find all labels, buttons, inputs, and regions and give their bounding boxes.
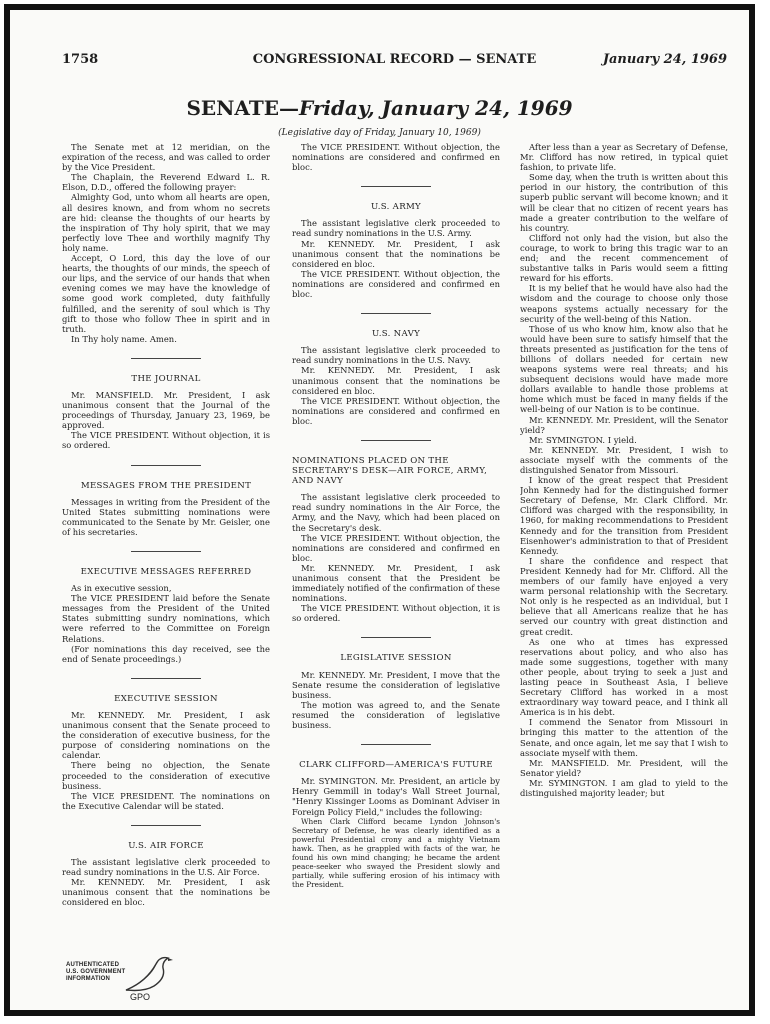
- paragraph: The VICE PRESIDENT. Without objection, the nominations are considered and confirmed en bloc.: [292, 268, 500, 300]
- paragraph: Mr. KENNEDY. Mr. President, I ask unanimous consent that the nominations be considered en bloc.: [292, 365, 500, 396]
- paragraph: Mr. KENNEDY. Mr. President, I ask unanimous consent that the nominations be considered en bloc.: [292, 238, 500, 269]
- section-divider: [131, 678, 201, 679]
- document-page: [10, 10, 749, 1010]
- paragraph: Almighty God, unto whom all hearts are open, all desires known, and from whom no secrets are hid: cleanse the thoughts of our hearts by the inspiration of Thy holy spirit, that we may perfectly love Thee and worthily magnify Thy holy name.: [62, 192, 270, 253]
- paragraph: Mr. KENNEDY. Mr. President, I move that the Senate resume the consideration of legislative business.: [292, 669, 500, 700]
- paragraph: After less than a year as Secretary of Defense, Mr. Clifford has now retired, in typical quiet fashion, to private life.: [520, 142, 728, 173]
- section-heading: EXECUTIVE SESSION: [114, 693, 218, 704]
- paragraph: Mr. SYMINGTON. I am glad to yield to the distinguished majority leader; but: [520, 777, 728, 798]
- paragraph: Clifford not only had the vision, but also the courage, to work to bring this tragic war to an end; and the recent commencement of substantive talks in Paris would seem a fitting reward for his efforts.: [520, 232, 728, 284]
- paragraph: The VICE PRESIDENT. Without objection, it is so ordered.: [62, 430, 270, 451]
- section-divider: [361, 313, 431, 314]
- gpo-authentication-seal: [58, 952, 208, 1010]
- seal-line: AUTHENTICATED: [66, 962, 120, 968]
- paragraph: Mr. MANSFIELD. Mr. President, will the Senator yield?: [520, 757, 728, 778]
- section-heading: CLARK CLIFFORD—AMERICA'S FUTURE: [299, 760, 493, 771]
- section-heading: THE JOURNAL: [131, 373, 201, 384]
- paragraph: Some day, when the truth is written about this period in our history, the contribution of this superb public servant will become known; and it will be clear that no citizen of recent years has made a greater contribution to the welfare of his country.: [520, 172, 728, 233]
- paragraph: Mr. SYMINGTON. Mr. President, an article by Henry Gemmill in today's Wall Street Journal, "Henry Kissinger Looms as Dominant Adviser in Foreign Policy Field," includes the following:: [292, 776, 500, 817]
- paragraph: It is my belief that he would have also had the wisdom and the courage to choose only those weapons systems actually necessary for the security of the well-being of this Nation.: [520, 283, 728, 324]
- running-header: [62, 52, 727, 74]
- column-3: [520, 142, 728, 972]
- section-divider: [361, 440, 431, 441]
- paragraph: The assistant legislative clerk proceeded to read sundry nominations in the U.S. Air Force.: [62, 856, 270, 878]
- paragraph: There being no objection, the Senate proceeded to the consideration of executive business.: [62, 760, 270, 791]
- section-heading: MESSAGES FROM THE PRESIDENT: [80, 480, 252, 491]
- section-heading: U.S. AIR FORCE: [128, 840, 204, 851]
- paragraph: Accept, O Lord, this day the love of our hearts, the thoughts of our minds, the speech of our lips, and the service of our hands that when evening comes we may have the knowledge of some good work completed, duty faithfully fulfilled, and the serenity of soul which is Thy gift to those who follow Thee in spirit and in truth.: [62, 253, 270, 334]
- paragraph: The assistant legislative clerk proceeded to read sundry nominations in the U.S. Army.: [292, 218, 500, 239]
- seal-line: INFORMATION: [66, 976, 111, 982]
- section-divider: [131, 551, 201, 552]
- paragraph: (For nominations this day received, see the end of Senate proceedings.): [62, 643, 270, 664]
- page-number: 1758: [62, 52, 99, 67]
- column-1: [62, 142, 270, 972]
- section-divider: [361, 744, 431, 745]
- gpo-mark: GPO: [130, 992, 151, 1002]
- paragraph: Messages in writing from the President of the United States submitting nominations were communicated to the Senate by Mr. Geisler, one of his secretaries.: [62, 496, 270, 537]
- section-divider: [131, 825, 201, 826]
- paragraph: The VICE PRESIDENT laid before the Senate messages from the President of the United States submitting sundry nominations, which were referred to the Committee on Foreign Relations.: [62, 593, 270, 644]
- paragraph: The assistant legislative clerk proceeded to read sundry nominations in the U.S. Navy.: [292, 345, 500, 366]
- section-heading: U.S. ARMY: [370, 202, 422, 213]
- paragraph: Mr. SYMINGTON. I yield.: [529, 434, 637, 445]
- eagle-icon: [116, 952, 186, 997]
- quoted-excerpt: When Clark Clifford became Lyndon Johnson's Secretary of Defense, he was clearly identified as a powerful Presidential crony and a mighty Vietnam hawk. Then, as he grappled with facts of the war, he found his own mind changing; he became the ardent peace-seeker who swayed the President slowly and partially, while suffering erosion of his intimacy with the President.: [292, 816, 500, 890]
- section-heading: EXECUTIVE MESSAGES REFERRED: [80, 567, 252, 577]
- paragraph: As in executive session,: [71, 583, 172, 594]
- paragraph: Those of us who know him, know also that he would have been sure to satisfy himself that the threats presented as justification for the tens of billions of dollars needed for certain new weapons systems were real threats; and his subsequent decisions would have made more dollars available to handle those problems at home which must be faced in many fields if the well-being of our Nation is to be continue.: [520, 323, 728, 415]
- paragraph: I know of the great respect that President John Kennedy had for the distinguished former Secretary of Defense, Mr. Clark Clifford. Mr. Clifford was charged with the responsibility, in 1960, for making recommendations to President Kennedy and for the transition from President Eisenhower's administration to that of President Kennedy.: [520, 475, 728, 556]
- paragraph: The Chaplain, the Reverend Edward L. R. Elson, D.D., offered the following prayer:: [62, 172, 270, 193]
- paragraph: I commend the Senator from Missouri in bringing this matter to the attention of the Senate, and once again, let me say that I wish to associate myself with them.: [520, 717, 728, 758]
- title-date: Friday, January 24, 1969: [298, 96, 573, 120]
- section-divider: [361, 186, 431, 187]
- paragraph: As one who at times has expressed reservations about policy, and who also has made some suggestions, together with many other people, about trying to seek a just and lasting peace in Southeast Asia, I believe Secretary Clifford has worked in a most extraordinary way toward peace, and I think all America is in his debt.: [520, 636, 728, 718]
- paragraph: The motion was agreed to, and the Senate resumed the consideration of legislative business.: [292, 699, 500, 731]
- paragraph: In Thy holy name. Amen.: [71, 333, 177, 344]
- section-heading: U.S. NAVY: [371, 329, 421, 340]
- paragraph: Mr. MANSFIELD. Mr. President, I ask unanimous consent that the Journal of the proceedings of Thursday, January 23, 1969, be approved.: [62, 389, 270, 431]
- page-title: [10, 96, 749, 120]
- legislative-day: (Legislative day of Friday, January 10, 1969): [278, 128, 481, 138]
- seal-line: U.S. GOVERNMENT: [66, 969, 126, 975]
- title-main: SENATE—: [186, 96, 299, 120]
- paragraph: Mr. KENNEDY. Mr. President, I ask unanimous consent that the Senate proceed to the consideration of executive business, for the purpose of considering nominations on the calendar.: [62, 709, 270, 761]
- paragraph: Mr. KENNEDY. Mr. President, will the Senator yield?: [520, 414, 728, 435]
- section-divider: [361, 637, 431, 638]
- paragraph: The VICE PRESIDENT. Without objection, the nominations are considered and confirmed en bloc.: [292, 395, 500, 426]
- paragraph: The VICE PRESIDENT. Without objection, the nominations are considered and confirmed en bloc.: [292, 532, 500, 563]
- section-heading: LEGISLATIVE SESSION: [340, 653, 452, 664]
- paragraph: I share the confidence and respect that President Kennedy had for Mr. Clifford. All the members of our family have enjoyed a very warm personal relationship with the Secretary. Not only is he respected as an individual, but I believe that all Americans realize that he has served our country with great distinction and great credit.: [520, 555, 728, 637]
- column-2: [292, 142, 500, 972]
- paragraph: Mr. KENNEDY. Mr. President, I ask unanimous consent that the President be immediately notified of the confirmation of these nominations.: [292, 562, 500, 604]
- paragraph: Mr. KENNEDY. Mr. President, I wish to associate myself with the comments of the distinguished Senator from Missouri.: [520, 444, 728, 475]
- section-heading: NOMINATIONS PLACED ON THE SECRETARY'S DESK—AIR FORCE, ARMY, AND NAVY: [292, 455, 488, 487]
- publication-title: CONGRESSIONAL RECORD — SENATE: [252, 52, 537, 67]
- paragraph: The VICE PRESIDENT. Without objection, it is so ordered.: [292, 603, 500, 624]
- paragraph: The assistant legislative clerk proceeded to read sundry nominations in the Air Force, the Army, and the Navy, which had been placed on the Secretary's desk.: [292, 492, 500, 533]
- paragraph: The VICE PRESIDENT. The nominations on the Executive Calendar will be stated.: [62, 790, 270, 811]
- header-date: January 24, 1969: [602, 52, 727, 67]
- paragraph: Mr. KENNEDY. Mr. President, I ask unanimous consent that the nominations be considered en bloc.: [62, 877, 270, 908]
- section-divider: [131, 358, 201, 359]
- paragraph: The VICE PRESIDENT. Without objection, the nominations are considered and confirmed en bloc.: [292, 142, 500, 173]
- section-divider: [131, 465, 201, 466]
- paragraph: The Senate met at 12 meridian, on the expiration of the recess, and was called to order by the Vice President.: [62, 142, 270, 173]
